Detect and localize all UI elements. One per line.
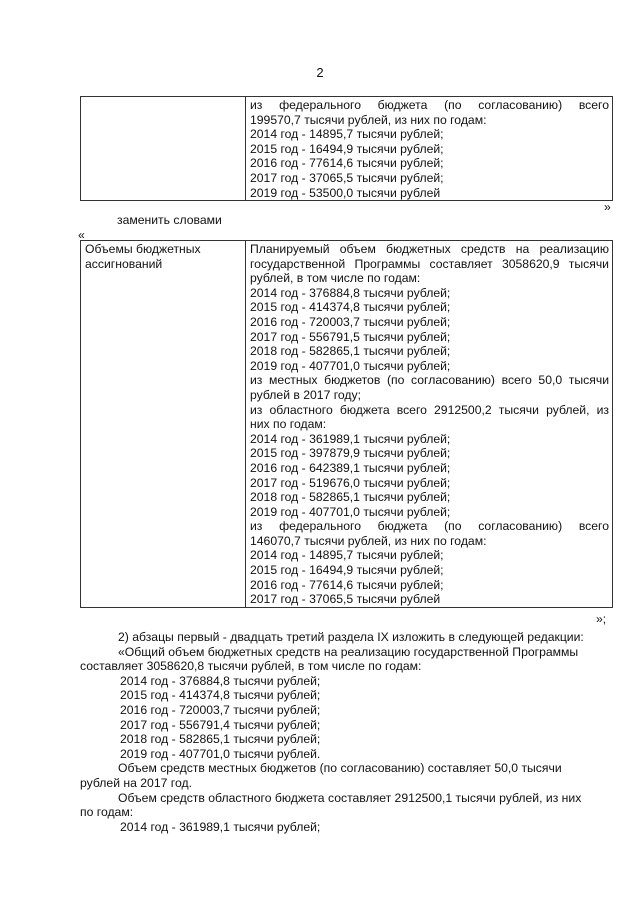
paragraph-line: составляет 3058620,8 тысячи рублей, в том числе по годам:: [80, 659, 422, 674]
paragraph-line: Объем средств областного бюджета составляет 2912500,1 тысячи рублей, из них: [118, 790, 582, 805]
year-line: 2014 год - 376884,8 тысячи рублей;: [120, 673, 321, 688]
table-line: 2014 год - 376884,8 тысячи рублей;: [250, 285, 451, 300]
table-line: Планируемый объем бюджетных средств на реализацию: [250, 242, 609, 256]
table-line: 199570,7 тысячи рублей, из них по годам:: [250, 112, 487, 127]
opening-quote: «: [78, 228, 85, 242]
replace-instruction: заменить словами: [117, 213, 222, 227]
table-line: 2015 год - 414374,8 тысячи рублей;: [250, 300, 451, 315]
table-line: 2019 год - 53500,0 тысячи рублей: [250, 185, 441, 200]
table-line: 2017 год - 37065,5 тысячи рублей;: [250, 170, 444, 185]
previous-text-table: [80, 96, 613, 201]
label-line: Объемы бюджетных: [85, 242, 201, 256]
table-line: 2014 год - 361989,1 тысячи рублей;: [250, 431, 451, 446]
table-line: из областного бюджета всего 2912500,2 тысячи рублей, из: [250, 402, 609, 417]
paragraph-line: Объем средств местных бюджетов (по согласованию) составляет 50,0 тысячи: [118, 761, 562, 776]
year-line: 2019 год - 407701,0 тысячи рублей.: [120, 746, 321, 761]
table-line: из местных бюджетов (по согласованию) всего 50,0 тысячи: [250, 373, 609, 388]
table-content-cell: [246, 241, 613, 608]
table-line: 2016 год - 642389,1 тысячи рублей;: [250, 460, 451, 475]
table-line: 2015 год - 16494,9 тысячи рублей;: [250, 563, 444, 578]
table-line: 2019 год - 407701,0 тысячи рублей;: [250, 504, 451, 519]
table-line: 2015 год - 16494,9 тысячи рублей;: [250, 141, 444, 156]
table-line: 2014 год - 14895,7 тысячи рублей;: [250, 548, 444, 563]
table-line: 2016 год - 77614,6 тысячи рублей;: [250, 156, 444, 171]
year-line: 2016 год - 720003,7 тысячи рублей;: [120, 702, 321, 717]
table-line: из федерального бюджета (по согласованию) всего: [250, 519, 609, 534]
table-line: 146070,7 тысячи рублей, из них по годам:: [250, 533, 487, 548]
year-line: 2018 год - 582865,1 тысячи рублей;: [120, 732, 321, 747]
table-line: 2016 год - 77614,6 тысячи рублей;: [250, 577, 444, 592]
paragraph-line: «Общий объем бюджетных средств на реализацию государственной Программы: [118, 644, 579, 659]
closing-quote: »: [604, 200, 611, 214]
table-line: 2018 год - 582865,1 тысячи рублей;: [250, 344, 451, 359]
amendment-text: [80, 630, 616, 834]
table-line: них по годам:: [250, 417, 327, 432]
label-line: ассигнований: [85, 256, 163, 271]
paragraph-line: по годам:: [80, 805, 134, 820]
table-line: государственной Программы составляет 3058620,9 тысячи: [250, 256, 609, 271]
year-line: 2017 год - 556791,4 тысячи рублей;: [120, 717, 321, 732]
table-line: 2016 год - 720003,7 тысячи рублей;: [250, 314, 451, 329]
table-line: 2017 год - 556791,5 тысячи рублей;: [250, 329, 451, 344]
table-line: 2014 год - 14895,7 тысячи рублей;: [250, 127, 444, 142]
table-line: 2015 год - 397879,9 тысячи рублей;: [250, 446, 451, 461]
table-line: 2018 год - 582865,1 тысячи рублей;: [250, 490, 451, 505]
table-line: из федерального бюджета (по согласованию) всего: [250, 98, 609, 112]
budget-allocations-table: [80, 240, 613, 608]
table-content-cell: [246, 97, 613, 201]
table-line: рублей, в том числе по годам:: [250, 271, 421, 286]
table-label-cell: [81, 241, 246, 608]
table-line: 2019 год - 407701,0 тысячи рублей;: [250, 358, 451, 373]
table-label-cell: [81, 97, 246, 201]
table-line: 2017 год - 519676,0 тысячи рублей;: [250, 475, 451, 490]
table-line: рублей в 2017 году;: [250, 387, 362, 402]
table-line: 2017 год - 37065,5 тысячи рублей: [250, 592, 441, 607]
year-line: 2014 год - 361989,1 тысячи рублей;: [120, 819, 321, 834]
year-line: 2015 год - 414374,8 тысячи рублей;: [120, 688, 321, 703]
page-number: 2: [316, 65, 324, 80]
paragraph-line: 2) абзацы первый - двадцать третий раздела IX изложить в следующей редакции:: [118, 630, 584, 644]
paragraph-line: рублей на 2017 год.: [80, 775, 192, 790]
closing-quote: »;: [596, 612, 607, 626]
